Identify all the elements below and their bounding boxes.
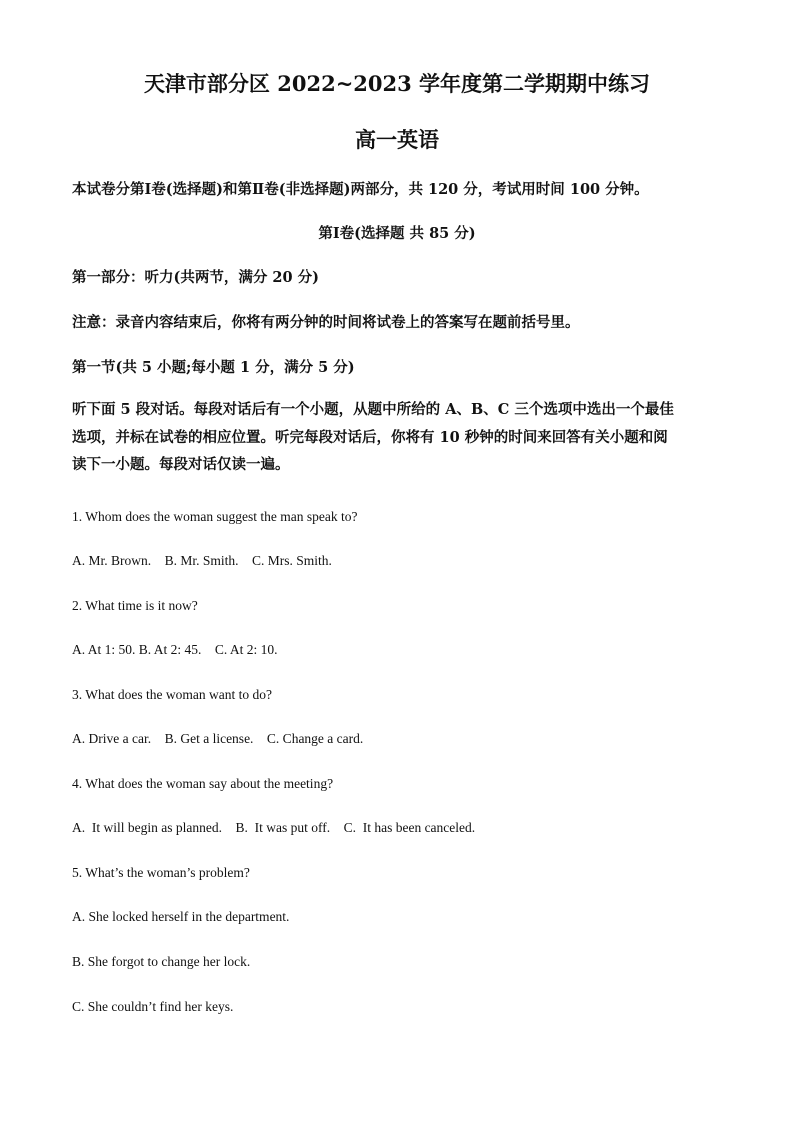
question-1-options: A. Mr. Brown. B. Mr. Smith. C. Mrs. Smith. [72,553,332,568]
instructions-line: 选项，并标在试卷的相应位置。听完每段对话后，你将有 10 秒钟的时间来回答有关小题和阅 [72,428,668,446]
question-3: 3. What does the woman want to do? [72,687,272,702]
question-1: 1. Whom does the woman suggest the man speak to? [72,509,358,524]
exam-info: 本试卷分第Ⅰ卷(选择题)和第Ⅱ卷(非选择题)两部分，共 120 分，考试用时间 100 分钟。 [72,181,649,198]
question-2-options: A. At 1: 50. B. At 2: 45. C. At 2: 10. [72,642,278,657]
question-5-option-b: B. She forgot to change her lock. [72,954,251,969]
volume-title: 第Ⅰ卷(选择题 共 85 分) [318,225,476,242]
instructions-line: 读下一小题。每段对话仅读一遍。 [72,456,290,473]
question-4: 4. What does the woman say about the meeting? [72,776,334,791]
question-3-options: A. Drive a car. B. Get a license. C. Change a card. [72,731,364,746]
instructions-line: 听下面 5 段对话。每段对话后有一个小题，从题中所给的 A、B、C 三个选项中选出一个最佳 [72,401,674,418]
instructions [72,396,722,479]
exam-subtitle: 高一英语 [355,127,439,152]
section-title: 第一节(共 5 小题;每小题 1 分，满分 5 分) [72,359,355,376]
notice: 注意：录音内容结束后，你将有两分钟的时间将试卷上的答案写在题前括号里。 [72,314,580,331]
question-5: 5. What’s the woman’s problem? [72,865,250,880]
question-4-options: A. It will begin as planned. B. It was put off. C. It has been canceled. [72,820,476,835]
exam-title: 天津市部分区 2022~2023 学年度第二学期期中练习 [143,71,651,96]
question-5-option-a: A. She locked herself in the department. [72,909,290,924]
question-5-option-c: C. She couldn’t find her keys. [72,999,234,1014]
question-2: 2. What time is it now? [72,598,198,613]
part-title: 第一部分：听力(共两节，满分 20 分) [72,269,319,286]
